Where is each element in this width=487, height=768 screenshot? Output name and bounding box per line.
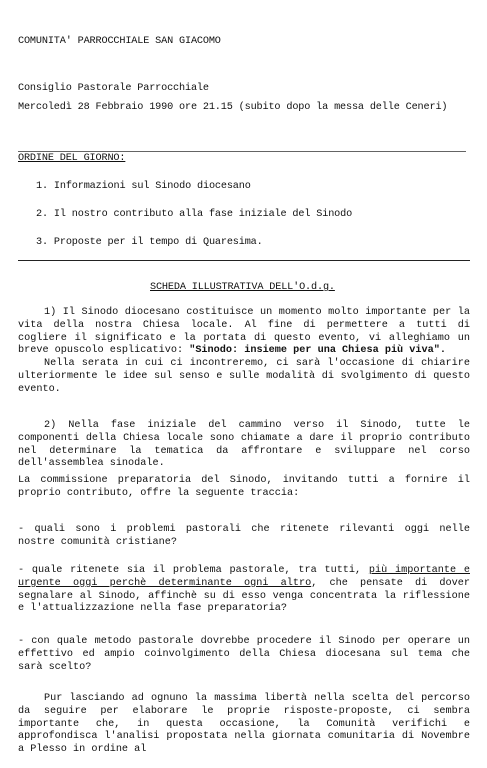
question-1: - quali sono i problemi pastorali che ritenete rilevanti oggi nelle nostre comunità cristiane? (18, 524, 470, 548)
agenda-item-3: 3. Proposte per il tempo di Quaresima. (36, 237, 263, 248)
scheda-title: SCHEDA ILLUSTRATIVA DELL'O.d.g. (150, 282, 335, 293)
paragraph-1 (18, 307, 470, 358)
paragraph-2: 2) Nella fase iniziale del cammino verso il Sinodo, tutte le componenti della Chiesa locale sono chiamate a dare il proprio contributo nel determinare la tematica da affrontare e sviluppare nel corso dell'assemblea sinodale. (18, 420, 470, 470)
question-2-underlined: più importante e urgente oggi perchè determinante ogni altro (18, 565, 470, 589)
agenda-item-2: 2. Il nostro contributo alla fase iniziale del Sinodo (36, 209, 353, 220)
agenda-item-1: 1. Informazioni sul Sinodo diocesano (36, 181, 251, 192)
community-name: COMUNITA' PARROCCHIALE SAN GIACOMO (18, 36, 221, 47)
paragraph-2b: La commissione preparatoria del Sinodo, invitando tutti a fornire il proprio contributo, offre la seguente traccia: (18, 475, 470, 499)
booklet-title: "Sinodo: insieme per una Chiesa più viva". (189, 345, 446, 357)
question-3: - con quale metodo pastorale dovrebbe procedere il Sinodo per operare un effettivo ed ampio coinvolgimento della Chiesa diocesana sul tema che sarà scelto? (18, 636, 470, 673)
question-2-end: , che pensate di dover segnalare al Sinodo, affinchè su di esso venga concentrata la riflessione e l'attualizzazione nella fase preparatoria? (18, 577, 471, 615)
header-rule (18, 151, 466, 152)
question-2 (18, 565, 470, 616)
question-2-start: - quale ritenete sia il problema pastorale, tra tutti, (18, 565, 362, 576)
agenda-rule (18, 260, 470, 261)
paragraph-1-text: 1) Il Sinodo diocesano costituisce un momento molto importante per la vita della nostra Chiesa locale. Al fine di permettere a tutti di cogliere il significato e la portata di questo evento, vi alleghiamo un breve opuscolo esplicativo: (18, 307, 470, 357)
paragraph-3: Pur lasciando ad ognuno la massima libertà nella scelta del percorso da seguire per elaborare le proprie risposte-proposte, ci sembra importante che, in questa occasione, la Comunità verifichi e approfondisca l'analisi propostata nella giornata comunitaria di Novembre a Plesso in ordine al (18, 693, 470, 755)
council-name: Consiglio Pastorale Parrocchiale (18, 83, 209, 94)
meeting-datetime: Mercoledì 28 Febbraio 1990 ore 21.15 (subito dopo la messa delle Ceneri) (18, 102, 448, 113)
paragraph-1b: Nella serata in cui ci incontreremo, ci sarà l'occasione di chiarire ulteriormente le idee sul senso e sulle modalità di svolgimento di questo evento. (18, 358, 470, 395)
agenda-title: ORDINE DEL GIORNO: (18, 153, 126, 164)
